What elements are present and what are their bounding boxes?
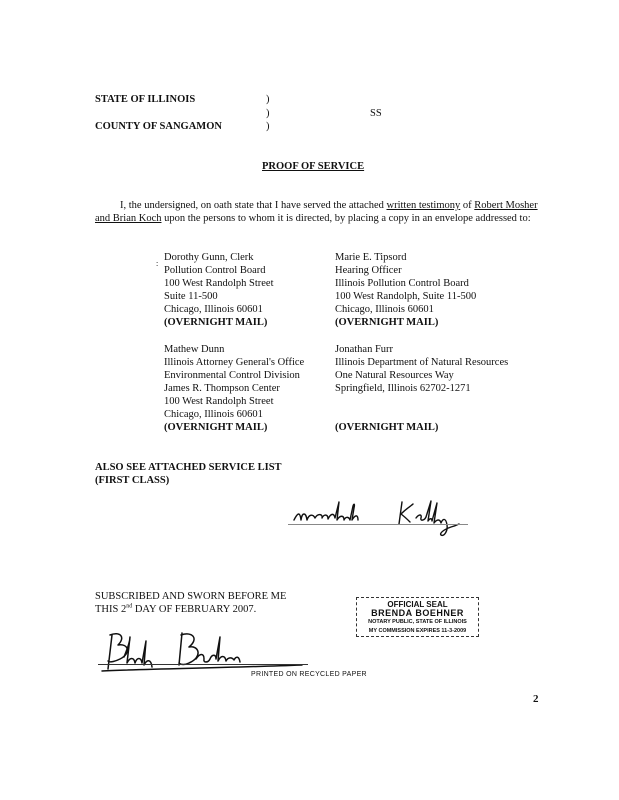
margin-mark: : xyxy=(156,259,159,268)
printed-on-recycled-paper: PRINTED ON RECYCLED PAPER xyxy=(251,671,367,678)
venue-paren-1: ) xyxy=(266,94,270,105)
address-line: 100 West Randolph, Suite 11-500 xyxy=(335,291,477,302)
paragraph-text-2: of xyxy=(460,200,475,211)
address-tipsord xyxy=(335,251,476,329)
affiant-signature xyxy=(290,496,520,536)
address-line: Environmental Control Division xyxy=(164,370,300,381)
seal-commission: MY COMMISSION EXPIRES 11-3-2009 xyxy=(368,628,467,634)
delivery-method: (OVERNIGHT MAIL) xyxy=(335,317,439,328)
address-line: James R. Thompson Center xyxy=(164,383,280,394)
testimony-link-text: written testimony xyxy=(386,200,461,211)
delivery-method: (OVERNIGHT MAIL) xyxy=(164,422,268,433)
address-line: Dorothy Gunn, Clerk xyxy=(164,252,254,263)
address-furr xyxy=(335,343,508,395)
address-line: Suite 11-500 xyxy=(164,291,218,302)
service-list-class: (FIRST CLASS) xyxy=(95,475,170,486)
jurat-line-2: THIS 2nd DAY OF FEBRUARY 2007. xyxy=(95,603,257,615)
address-line: Hearing Officer xyxy=(335,265,402,276)
delivery-method: (OVERNIGHT MAIL) xyxy=(164,317,268,328)
address-line: Marie E. Tipsord xyxy=(335,252,407,263)
address-line: Illinois Pollution Control Board xyxy=(335,278,469,289)
address-line: Chicago, Illinois 60601 xyxy=(164,409,263,420)
address-line: One Natural Resources Way xyxy=(335,370,454,381)
address-line: Mathew Dunn xyxy=(164,344,225,355)
seal-notary: NOTARY PUBLIC, STATE OF ILLINOIS xyxy=(368,619,467,625)
address-gunn xyxy=(164,251,274,329)
paragraph-text-3: upon the persons to whom it is directed, by placing a copy in an envelope addressed to: xyxy=(161,213,531,224)
paragraph-text-1: I, the undersigned, on oath state that I have served the attached xyxy=(120,200,387,211)
page-number: 2 xyxy=(533,693,539,705)
address-line: Chicago, Illinois 60601 xyxy=(335,304,434,315)
document-title: PROOF OF SERVICE xyxy=(262,161,365,172)
address-line: Illinois Department of Natural Resources xyxy=(335,357,509,368)
address-line: Jonathan Furr xyxy=(335,344,394,355)
venue-county: COUNTY OF SANGAMON xyxy=(95,121,222,132)
service-list-note: ALSO SEE ATTACHED SERVICE LIST xyxy=(95,462,282,473)
notary-seal xyxy=(356,597,479,637)
witness-names-text: Robert Mosher and Brian Koch xyxy=(95,200,538,224)
jurat-line-1: SUBSCRIBED AND SWORN BEFORE ME xyxy=(95,591,287,602)
service-paragraph xyxy=(95,199,545,225)
seal-name: BRENDA BOEHNER xyxy=(371,608,464,618)
address-line: 100 West Randolph Street xyxy=(164,278,274,289)
signature-line xyxy=(288,524,468,525)
venue-state: STATE OF ILLINOIS xyxy=(95,94,196,105)
notary-signature-line xyxy=(98,664,308,665)
venue-paren-2: ) xyxy=(266,108,270,119)
seal-official: OFFICIAL SEAL xyxy=(387,600,448,609)
venue-ss: SS xyxy=(370,108,382,119)
delivery-method: (OVERNIGHT MAIL) xyxy=(335,422,439,433)
address-dunn xyxy=(164,343,304,434)
venue-paren-3: ) xyxy=(266,121,270,132)
address-line: Illinois Attorney General's Office xyxy=(164,357,305,368)
address-line: Pollution Control Board xyxy=(164,265,266,276)
address-line: 100 West Randolph Street xyxy=(164,396,274,407)
address-line: Chicago, Illinois 60601 xyxy=(164,304,263,315)
address-line: Springfield, Illinois 62702-1271 xyxy=(335,383,471,394)
